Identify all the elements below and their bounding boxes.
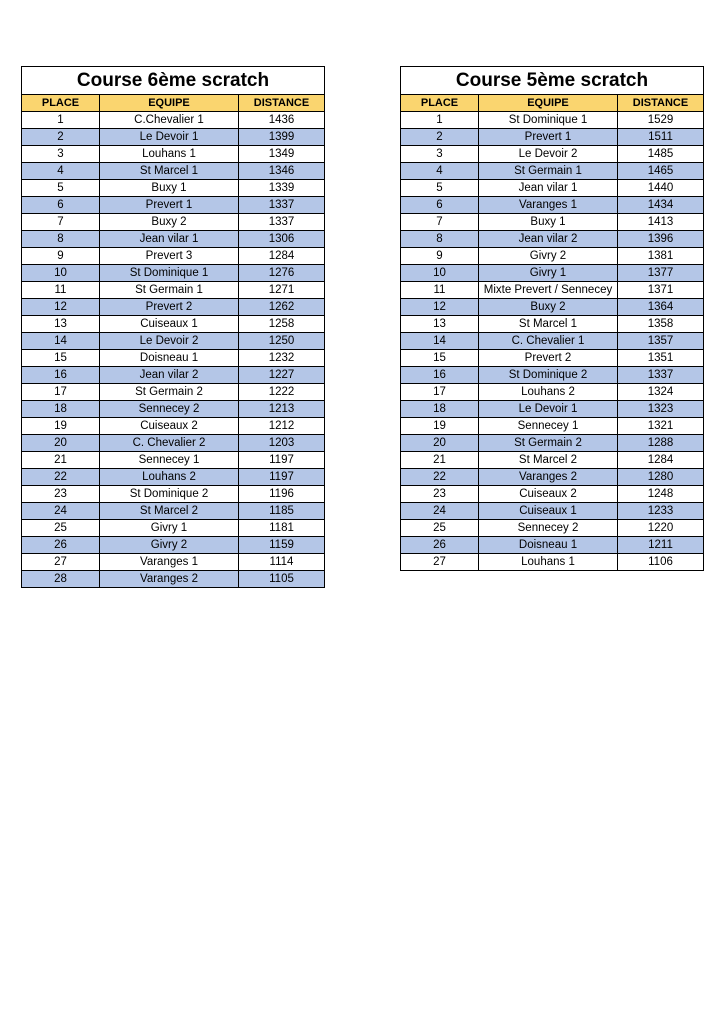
column-header-distance: DISTANCE [239, 95, 325, 112]
distance-cell: 1288 [618, 435, 704, 452]
place-cell: 28 [22, 571, 100, 588]
distance-cell: 1465 [618, 163, 704, 180]
table-row [22, 197, 325, 214]
table-row [22, 503, 325, 520]
table-row [22, 418, 325, 435]
place-cell: 20 [401, 435, 479, 452]
distance-cell: 1258 [239, 316, 325, 333]
equipe-cell: Le Devoir 1 [479, 401, 618, 418]
distance-cell: 1396 [618, 231, 704, 248]
place-cell: 2 [22, 129, 100, 146]
table-row [401, 214, 704, 231]
equipe-cell: St Germain 1 [479, 163, 618, 180]
distance-cell: 1436 [239, 112, 325, 129]
table-row [401, 163, 704, 180]
distance-cell: 1114 [239, 554, 325, 571]
place-cell: 27 [401, 554, 479, 571]
place-cell: 24 [401, 503, 479, 520]
table-row [401, 333, 704, 350]
equipe-cell: Varanges 1 [479, 197, 618, 214]
distance-cell: 1337 [239, 214, 325, 231]
table-row [22, 367, 325, 384]
distance-cell: 1346 [239, 163, 325, 180]
place-cell: 15 [22, 350, 100, 367]
equipe-cell: Givry 1 [479, 265, 618, 282]
place-cell: 16 [401, 367, 479, 384]
table-row [401, 248, 704, 265]
table-row [22, 214, 325, 231]
place-cell: 12 [22, 299, 100, 316]
equipe-cell: Le Devoir 2 [100, 333, 239, 350]
table-row [401, 520, 704, 537]
table-row [22, 384, 325, 401]
distance-cell: 1227 [239, 367, 325, 384]
distance-cell: 1211 [618, 537, 704, 554]
equipe-cell: Jean vilar 2 [479, 231, 618, 248]
distance-cell: 1212 [239, 418, 325, 435]
table-row [401, 503, 704, 520]
table-row [22, 554, 325, 571]
equipe-cell: Jean vilar 1 [479, 180, 618, 197]
place-cell: 17 [401, 384, 479, 401]
place-cell: 1 [22, 112, 100, 129]
column-header-distance: DISTANCE [618, 95, 704, 112]
table-row [22, 537, 325, 554]
results-table-5eme [400, 66, 704, 571]
place-cell: 10 [22, 265, 100, 282]
table-row [401, 316, 704, 333]
equipe-cell: C.Chevalier 1 [100, 112, 239, 129]
column-header-place: PLACE [401, 95, 479, 112]
equipe-cell: C. Chevalier 1 [479, 333, 618, 350]
table-row [22, 435, 325, 452]
table-row [22, 452, 325, 469]
equipe-cell: Doisneau 1 [479, 537, 618, 554]
table-row [401, 112, 704, 129]
distance-cell: 1364 [618, 299, 704, 316]
equipe-cell: St Marcel 2 [100, 503, 239, 520]
table-row [22, 248, 325, 265]
place-cell: 25 [22, 520, 100, 537]
place-cell: 11 [22, 282, 100, 299]
equipe-cell: St Germain 2 [479, 435, 618, 452]
equipe-cell: Sennecey 2 [479, 520, 618, 537]
distance-cell: 1357 [618, 333, 704, 350]
table-row [401, 435, 704, 452]
distance-cell: 1337 [618, 367, 704, 384]
place-cell: 19 [401, 418, 479, 435]
table-row [401, 367, 704, 384]
distance-cell: 1284 [239, 248, 325, 265]
table-row [401, 384, 704, 401]
distance-cell: 1232 [239, 350, 325, 367]
distance-cell: 1185 [239, 503, 325, 520]
equipe-cell: St Marcel 2 [479, 452, 618, 469]
distance-cell: 1434 [618, 197, 704, 214]
equipe-cell: Buxy 1 [100, 180, 239, 197]
table-row [22, 163, 325, 180]
table-row [22, 112, 325, 129]
equipe-cell: St Germain 1 [100, 282, 239, 299]
place-cell: 25 [401, 520, 479, 537]
place-cell: 6 [22, 197, 100, 214]
distance-cell: 1181 [239, 520, 325, 537]
distance-cell: 1337 [239, 197, 325, 214]
distance-cell: 1213 [239, 401, 325, 418]
table-row [401, 452, 704, 469]
equipe-cell: Mixte Prevert / Sennecey [479, 282, 618, 299]
distance-cell: 1377 [618, 265, 704, 282]
equipe-cell: Givry 2 [100, 537, 239, 554]
table-row [401, 299, 704, 316]
place-cell: 24 [22, 503, 100, 520]
distance-cell: 1511 [618, 129, 704, 146]
place-cell: 13 [22, 316, 100, 333]
table-row [401, 146, 704, 163]
place-cell: 12 [401, 299, 479, 316]
table-title: Course 6ème scratch [22, 67, 325, 95]
equipe-cell: St Dominique 2 [479, 367, 618, 384]
place-cell: 27 [22, 554, 100, 571]
place-cell: 8 [401, 231, 479, 248]
equipe-cell: St Dominique 1 [479, 112, 618, 129]
distance-cell: 1349 [239, 146, 325, 163]
equipe-cell: Prevert 2 [479, 350, 618, 367]
table-row [401, 554, 704, 571]
table-row [22, 299, 325, 316]
place-cell: 4 [22, 163, 100, 180]
table-row [22, 333, 325, 350]
equipe-cell: St Dominique 1 [100, 265, 239, 282]
equipe-cell: Cuiseaux 2 [100, 418, 239, 435]
place-cell: 18 [401, 401, 479, 418]
place-cell: 17 [22, 384, 100, 401]
equipe-cell: St Dominique 2 [100, 486, 239, 503]
column-header-equipe: EQUIPE [100, 95, 239, 112]
equipe-cell: Louhans 1 [100, 146, 239, 163]
place-cell: 21 [22, 452, 100, 469]
equipe-cell: Sennecey 1 [100, 452, 239, 469]
distance-cell: 1197 [239, 452, 325, 469]
equipe-cell: Sennecey 1 [479, 418, 618, 435]
equipe-cell: Prevert 1 [100, 197, 239, 214]
place-cell: 11 [401, 282, 479, 299]
place-cell: 15 [401, 350, 479, 367]
equipe-cell: Louhans 2 [479, 384, 618, 401]
equipe-cell: Prevert 1 [479, 129, 618, 146]
equipe-cell: Louhans 1 [479, 554, 618, 571]
place-cell: 8 [22, 231, 100, 248]
distance-cell: 1280 [618, 469, 704, 486]
equipe-cell: C. Chevalier 2 [100, 435, 239, 452]
distance-cell: 1306 [239, 231, 325, 248]
table-row [401, 282, 704, 299]
table-row [401, 401, 704, 418]
place-cell: 4 [401, 163, 479, 180]
distance-cell: 1351 [618, 350, 704, 367]
place-cell: 5 [22, 180, 100, 197]
distance-cell: 1381 [618, 248, 704, 265]
equipe-cell: Buxy 1 [479, 214, 618, 231]
place-cell: 7 [401, 214, 479, 231]
place-cell: 9 [401, 248, 479, 265]
equipe-cell: Varanges 2 [100, 571, 239, 588]
place-cell: 3 [401, 146, 479, 163]
distance-cell: 1203 [239, 435, 325, 452]
distance-cell: 1485 [618, 146, 704, 163]
table-row [22, 469, 325, 486]
table-row [401, 197, 704, 214]
distance-cell: 1248 [618, 486, 704, 503]
table-row [401, 231, 704, 248]
place-cell: 10 [401, 265, 479, 282]
table-row [22, 316, 325, 333]
place-cell: 20 [22, 435, 100, 452]
place-cell: 3 [22, 146, 100, 163]
equipe-cell: Jean vilar 1 [100, 231, 239, 248]
distance-cell: 1324 [618, 384, 704, 401]
equipe-cell: Louhans 2 [100, 469, 239, 486]
distance-cell: 1220 [618, 520, 704, 537]
place-cell: 1 [401, 112, 479, 129]
table-row [401, 129, 704, 146]
distance-cell: 1371 [618, 282, 704, 299]
equipe-cell: Sennecey 2 [100, 401, 239, 418]
place-cell: 21 [401, 452, 479, 469]
distance-cell: 1262 [239, 299, 325, 316]
equipe-cell: Cuiseaux 1 [100, 316, 239, 333]
distance-cell: 1197 [239, 469, 325, 486]
distance-cell: 1413 [618, 214, 704, 231]
distance-cell: 1529 [618, 112, 704, 129]
place-cell: 22 [401, 469, 479, 486]
equipe-cell: Buxy 2 [100, 214, 239, 231]
table-row [401, 469, 704, 486]
column-header-place: PLACE [22, 95, 100, 112]
place-cell: 2 [401, 129, 479, 146]
equipe-cell: Varanges 1 [100, 554, 239, 571]
place-cell: 23 [22, 486, 100, 503]
table-row [401, 350, 704, 367]
distance-cell: 1358 [618, 316, 704, 333]
place-cell: 23 [401, 486, 479, 503]
place-cell: 22 [22, 469, 100, 486]
distance-cell: 1339 [239, 180, 325, 197]
table-row [22, 146, 325, 163]
distance-cell: 1321 [618, 418, 704, 435]
distance-cell: 1233 [618, 503, 704, 520]
equipe-cell: Le Devoir 2 [479, 146, 618, 163]
place-cell: 9 [22, 248, 100, 265]
table-row [22, 571, 325, 588]
equipe-cell: Cuiseaux 2 [479, 486, 618, 503]
table-row [401, 418, 704, 435]
table-row [401, 180, 704, 197]
place-cell: 26 [401, 537, 479, 554]
distance-cell: 1399 [239, 129, 325, 146]
place-cell: 16 [22, 367, 100, 384]
distance-cell: 1105 [239, 571, 325, 588]
place-cell: 26 [22, 537, 100, 554]
equipe-cell: Givry 1 [100, 520, 239, 537]
table-row [22, 486, 325, 503]
place-cell: 6 [401, 197, 479, 214]
equipe-cell: Jean vilar 2 [100, 367, 239, 384]
column-header-equipe: EQUIPE [479, 95, 618, 112]
equipe-cell: Prevert 2 [100, 299, 239, 316]
table-row [401, 265, 704, 282]
table-row [22, 265, 325, 282]
table-title: Course 5ème scratch [401, 67, 704, 95]
distance-cell: 1196 [239, 486, 325, 503]
place-cell: 7 [22, 214, 100, 231]
place-cell: 18 [22, 401, 100, 418]
table-row [22, 350, 325, 367]
place-cell: 5 [401, 180, 479, 197]
distance-cell: 1276 [239, 265, 325, 282]
equipe-cell: Prevert 3 [100, 248, 239, 265]
equipe-cell: Cuiseaux 1 [479, 503, 618, 520]
equipe-cell: Varanges 2 [479, 469, 618, 486]
table-row [401, 537, 704, 554]
equipe-cell: Le Devoir 1 [100, 129, 239, 146]
equipe-cell: St Marcel 1 [100, 163, 239, 180]
table-row [22, 129, 325, 146]
distance-cell: 1271 [239, 282, 325, 299]
place-cell: 14 [401, 333, 479, 350]
place-cell: 14 [22, 333, 100, 350]
table-row [22, 401, 325, 418]
distance-cell: 1159 [239, 537, 325, 554]
table-row [22, 231, 325, 248]
distance-cell: 1284 [618, 452, 704, 469]
table-row [401, 486, 704, 503]
table-row [22, 520, 325, 537]
distance-cell: 1106 [618, 554, 704, 571]
place-cell: 19 [22, 418, 100, 435]
equipe-cell: St Germain 2 [100, 384, 239, 401]
results-table-6eme [21, 66, 325, 588]
table-row [22, 282, 325, 299]
distance-cell: 1222 [239, 384, 325, 401]
equipe-cell: Givry 2 [479, 248, 618, 265]
table-row [22, 180, 325, 197]
distance-cell: 1250 [239, 333, 325, 350]
equipe-cell: St Marcel 1 [479, 316, 618, 333]
equipe-cell: Doisneau 1 [100, 350, 239, 367]
place-cell: 13 [401, 316, 479, 333]
distance-cell: 1440 [618, 180, 704, 197]
distance-cell: 1323 [618, 401, 704, 418]
equipe-cell: Buxy 2 [479, 299, 618, 316]
